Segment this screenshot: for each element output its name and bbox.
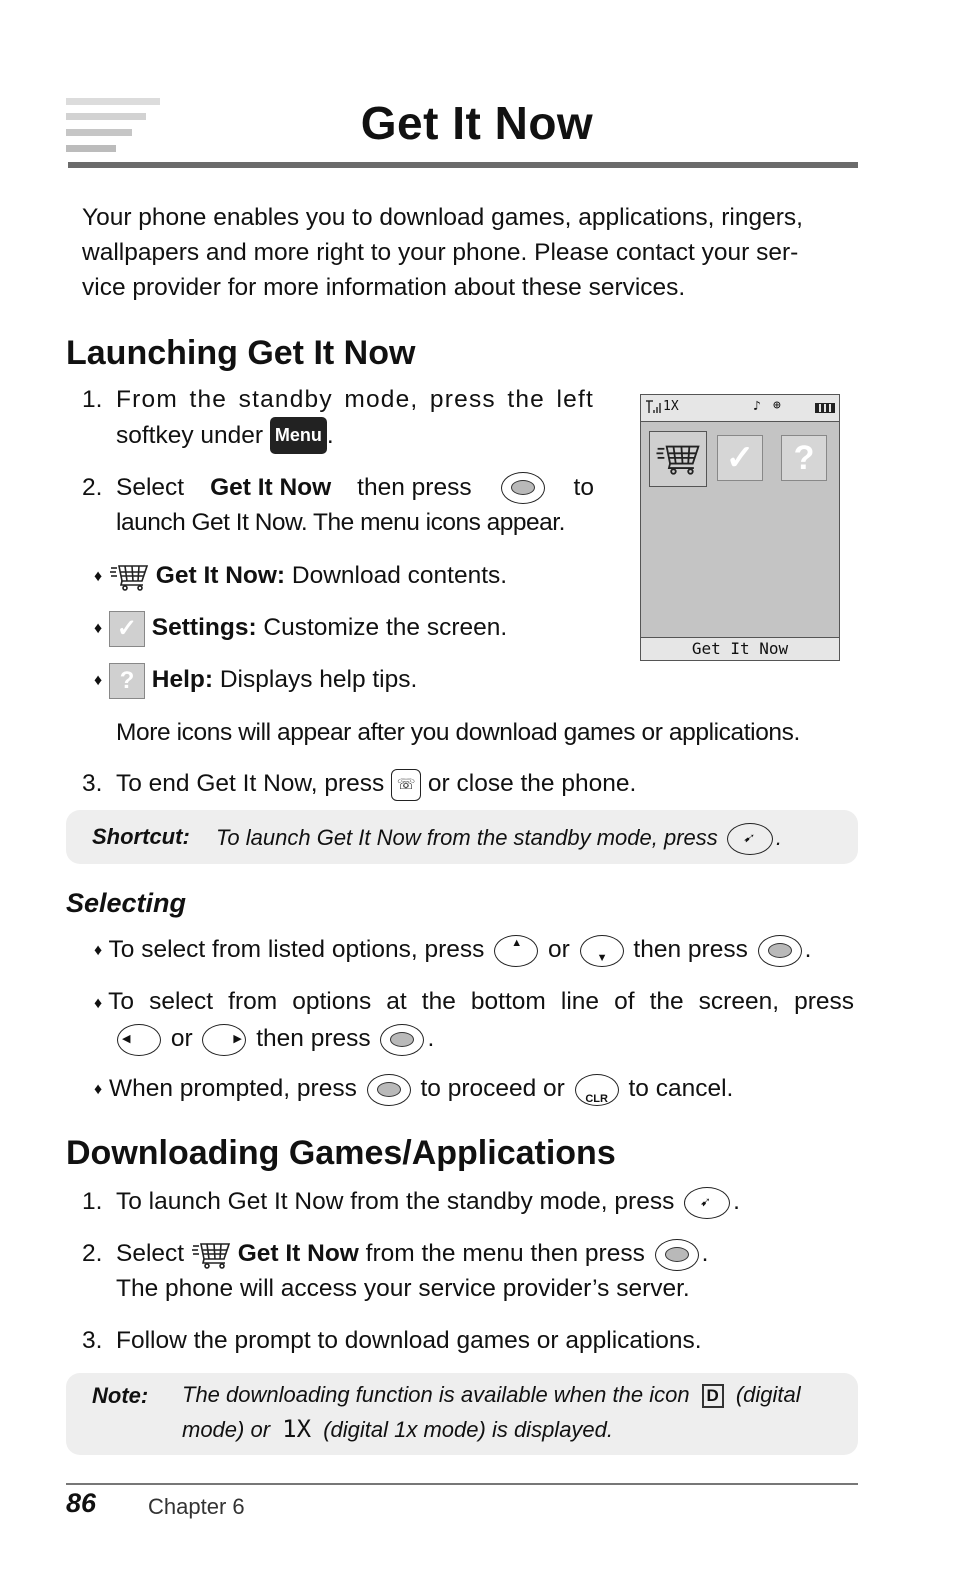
question-icon: ? bbox=[109, 663, 145, 699]
ok-key-icon bbox=[758, 935, 802, 967]
down-key-icon: ▼ bbox=[580, 935, 624, 967]
step-number: 1. bbox=[82, 1188, 103, 1215]
status-bar bbox=[641, 395, 839, 422]
download-step-1: To launch Get It Now from the standby mode, press ➹ . bbox=[116, 1184, 836, 1219]
digital-mode-icon: D bbox=[702, 1384, 724, 1408]
location-icon: ⊕ bbox=[773, 398, 781, 413]
battery-icon bbox=[815, 403, 835, 413]
shortcut-box: Shortcut: To launch Get It Now from the standby mode, press ➹ . bbox=[66, 810, 858, 864]
bullet-settings: ♦ ✓ Settings: Customize the screen. bbox=[94, 610, 594, 647]
step-number: 3. bbox=[82, 770, 103, 797]
section-heading-selecting: Selecting bbox=[66, 888, 187, 918]
end-key-icon: ☏ bbox=[391, 769, 421, 801]
clr-key-icon: CLR bbox=[575, 1074, 619, 1106]
launch-step-3: To end Get It Now, press ☏ or close the phone. bbox=[116, 766, 816, 801]
right-key-icon: ▶ bbox=[202, 1024, 246, 1056]
launch-step-2: Select Get It Now then press to launch Get It Now. The menu icons appear. bbox=[116, 470, 594, 540]
step-number: 2. bbox=[82, 474, 103, 501]
cart-icon bbox=[191, 1240, 231, 1270]
download-step-3: Follow the prompt to download games or applications. bbox=[116, 1327, 702, 1354]
selecting-bullet-3: ♦ When prompted, press to proceed or CLR to cancel. bbox=[94, 1075, 734, 1105]
screen-question-icon: ? bbox=[781, 435, 827, 481]
left-key-icon: ◀ bbox=[117, 1024, 161, 1056]
title-rule bbox=[68, 162, 858, 168]
step-number: 3. bbox=[82, 1327, 103, 1354]
footer-rule bbox=[66, 1483, 858, 1485]
ok-key-icon bbox=[501, 472, 545, 504]
more-icons-note: More icons will appear after you download games or applications. bbox=[116, 719, 800, 746]
digital-1x-indicator: 1X bbox=[663, 399, 679, 414]
cart-icon bbox=[109, 562, 149, 592]
page-title: Get It Now bbox=[360, 97, 594, 149]
selecting-bullet-2: ♦ To select from options at the bottom line of the screen, press ◀ or ▶ then press . bbox=[94, 984, 854, 1056]
chapter-label: Chapter 6 bbox=[148, 1494, 245, 1519]
ringer-icon: ♪ bbox=[753, 399, 761, 414]
download-step-2: Select Get It Now from the menu then press . The phone will access your service provider’s server. bbox=[116, 1240, 709, 1302]
selecting-bullet-1: ♦ To select from listed options, press ▲ or ▼ then press . bbox=[94, 932, 854, 968]
get-it-now-key-icon: ➹ bbox=[727, 823, 773, 855]
ok-key-icon bbox=[380, 1024, 424, 1056]
get-it-now-key-icon: ➹ bbox=[684, 1187, 730, 1219]
digital-1x-icon: 1X bbox=[282, 1415, 312, 1443]
check-icon: ✓ bbox=[109, 611, 145, 647]
bullet-help: ♦ ? Help: Displays help tips. bbox=[94, 662, 594, 699]
menu-key-icon: Menu bbox=[270, 417, 327, 454]
launch-step-1: From the standby mode, press the left softkey under Menu . bbox=[116, 382, 594, 454]
note-box: Note: The downloading function is available when the icon D (digital mode) or 1X (digital 1x mode) is displayed. bbox=[66, 1373, 858, 1455]
screen-footer-label: Get It Now bbox=[641, 637, 839, 660]
screen-cart-icon bbox=[649, 431, 707, 487]
screen-check-icon: ✓ bbox=[717, 435, 763, 481]
intro-paragraph: Your phone enables you to download games, applications, ringers, wallpapers and more right to your phone. Please contact your ser- vice provider for more information about these services. bbox=[82, 204, 803, 301]
section-heading-launching: Launching Get It Now bbox=[66, 334, 416, 372]
ok-key-icon bbox=[655, 1239, 699, 1271]
step-number: 1. bbox=[82, 386, 103, 413]
section-heading-downloading: Downloading Games/Applications bbox=[66, 1134, 616, 1172]
up-key-icon: ▲ bbox=[494, 935, 538, 967]
phone-screen-illustration bbox=[640, 394, 840, 661]
page-number: 86 bbox=[66, 1488, 97, 1518]
step-number: 2. bbox=[82, 1240, 103, 1267]
ok-key-icon bbox=[367, 1074, 411, 1106]
bullet-get-it-now: ♦ Get It Now: Download contents. bbox=[94, 558, 594, 594]
signal-icon bbox=[645, 399, 663, 419]
